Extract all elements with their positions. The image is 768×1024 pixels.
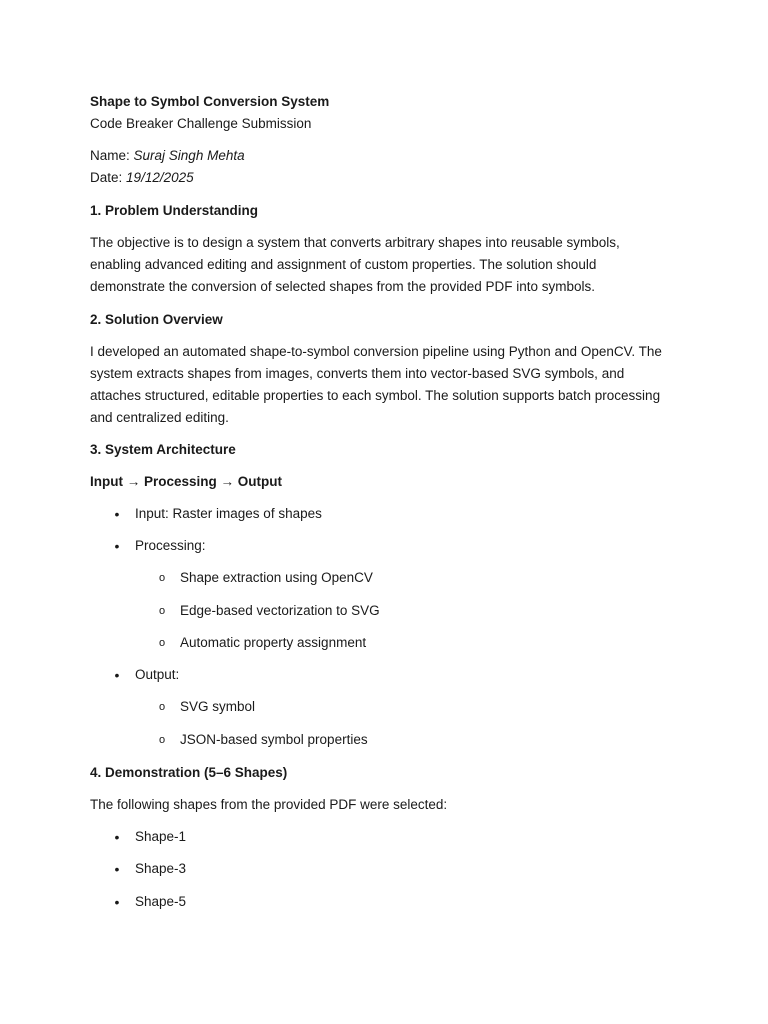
bullet-text: JSON-based symbol properties: [180, 732, 368, 747]
dot-bullet-icon: •: [114, 538, 120, 554]
dot-bullet-icon: •: [114, 894, 120, 910]
flow-label: Input → Processing → Output: [90, 474, 282, 489]
paragraph-line: and centralized editing.: [90, 410, 229, 425]
section-1-heading: 1. Problem Understanding: [90, 203, 259, 218]
bullet-text: Automatic property assignment: [180, 635, 367, 650]
date-label: Date:: [90, 170, 123, 185]
paragraph-line: I developed an automated shape-to-symbol conversion pipeline using Python and OpenCV. The: [90, 344, 662, 359]
document-subtitle: Code Breaker Challenge Submission: [90, 116, 312, 131]
circle-bullet-icon: o: [158, 605, 166, 617]
section-2-heading: 2. Solution Overview: [90, 312, 223, 327]
paragraph-line: The objective is to design a system that converts arbitrary shapes into reusable symbols,: [90, 235, 620, 250]
date-value: 19/12/2025: [126, 170, 194, 185]
dot-bullet-icon: •: [114, 667, 120, 683]
circle-bullet-icon: o: [158, 572, 166, 584]
bullet-text: Output:: [135, 667, 180, 682]
paragraph-line: attaches structured, editable properties to each symbol. The solution supports batch processing: [90, 388, 661, 403]
circle-bullet-icon: o: [158, 637, 166, 649]
circle-bullet-icon: o: [158, 701, 166, 713]
name-line: [90, 145, 690, 167]
name-label: Name:: [90, 148, 130, 163]
section-4-intro: The following shapes from the provided PDF were selected:: [90, 797, 448, 812]
paragraph-line: system extracts shapes from images, converts them into vector-based SVG symbols, and: [90, 366, 625, 381]
bullet-text: Shape-1: [135, 829, 187, 844]
section-2-paragraph: [90, 341, 690, 429]
bullet-text: Shape-3: [135, 861, 187, 876]
bullet-text: Shape extraction using OpenCV: [180, 570, 373, 585]
section-4-heading: 4. Demonstration (5–6 Shapes): [90, 765, 288, 780]
document-title: Shape to Symbol Conversion System: [90, 94, 330, 109]
name-value: Suraj Singh Mehta: [133, 148, 245, 163]
section-3-heading: 3. System Architecture: [90, 442, 236, 457]
dot-bullet-icon: •: [114, 506, 120, 522]
bullet-text: Processing:: [135, 538, 206, 553]
bullet-text: Edge-based vectorization to SVG: [180, 603, 380, 618]
bullet-text: Shape-5: [135, 894, 187, 909]
paragraph-line: enabling advanced editing and assignment of custom properties. The solution should: [90, 257, 597, 272]
circle-bullet-icon: o: [158, 734, 166, 746]
dot-bullet-icon: •: [114, 861, 120, 877]
section-1-paragraph: [90, 232, 690, 298]
bullet-text: SVG symbol: [180, 699, 256, 714]
date-line: [90, 167, 690, 189]
paragraph-line: demonstrate the conversion of selected shapes from the provided PDF into symbols.: [90, 279, 596, 294]
dot-bullet-icon: •: [114, 829, 120, 845]
bullet-text: Input: Raster images of shapes: [135, 506, 322, 521]
